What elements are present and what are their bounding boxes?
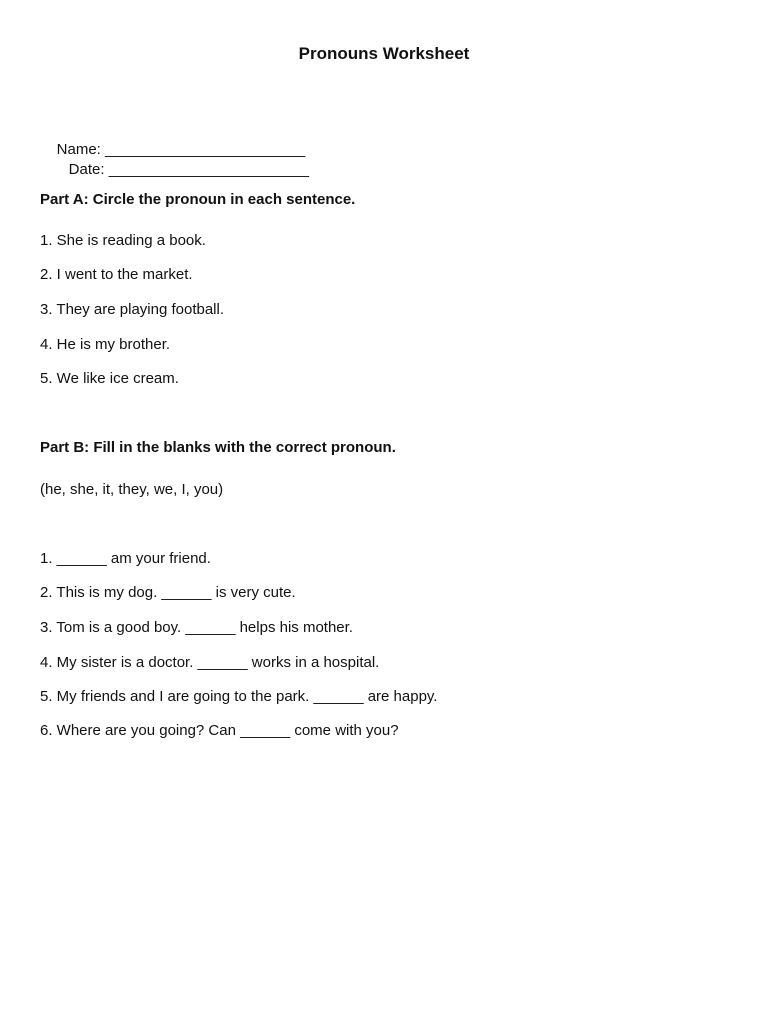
part-b-item-6: 6. Where are you going? Can ______ come with you? — [40, 722, 399, 739]
worksheet-title: Pronouns Worksheet — [298, 44, 470, 63]
name-field: Name: ________________________ — [56, 141, 306, 158]
part-b-heading: Part B: Fill in the blanks with the correct pronoun. — [40, 439, 396, 456]
name-date-row — [40, 120, 309, 200]
part-b-item-5: 5. My friends and I are going to the park. ______ are happy. — [40, 688, 438, 705]
part-b-item-2: 2. This is my dog. ______ is very cute. — [40, 584, 296, 601]
part-b-word-bank: (he, she, it, they, we, I, you) — [40, 481, 224, 498]
part-a-item-2: 2. I went to the market. — [40, 266, 193, 283]
part-a-item-1: 1. She is reading a book. — [40, 232, 206, 249]
part-a-item-5: 5. We like ice cream. — [40, 370, 179, 387]
date-field: Date: ________________________ — [68, 161, 309, 178]
part-b-item-3: 3. Tom is a good boy. ______ helps his mother. — [40, 619, 353, 636]
part-a-item-4: 4. He is my brother. — [40, 336, 171, 353]
part-a-item-3: 3. They are playing football. — [40, 301, 225, 318]
part-b-item-1: 1. ______ am your friend. — [40, 550, 211, 567]
part-a-heading: Part A: Circle the pronoun in each sentence. — [40, 191, 356, 208]
part-b-item-4: 4. My sister is a doctor. ______ works in a hospital. — [40, 654, 380, 671]
